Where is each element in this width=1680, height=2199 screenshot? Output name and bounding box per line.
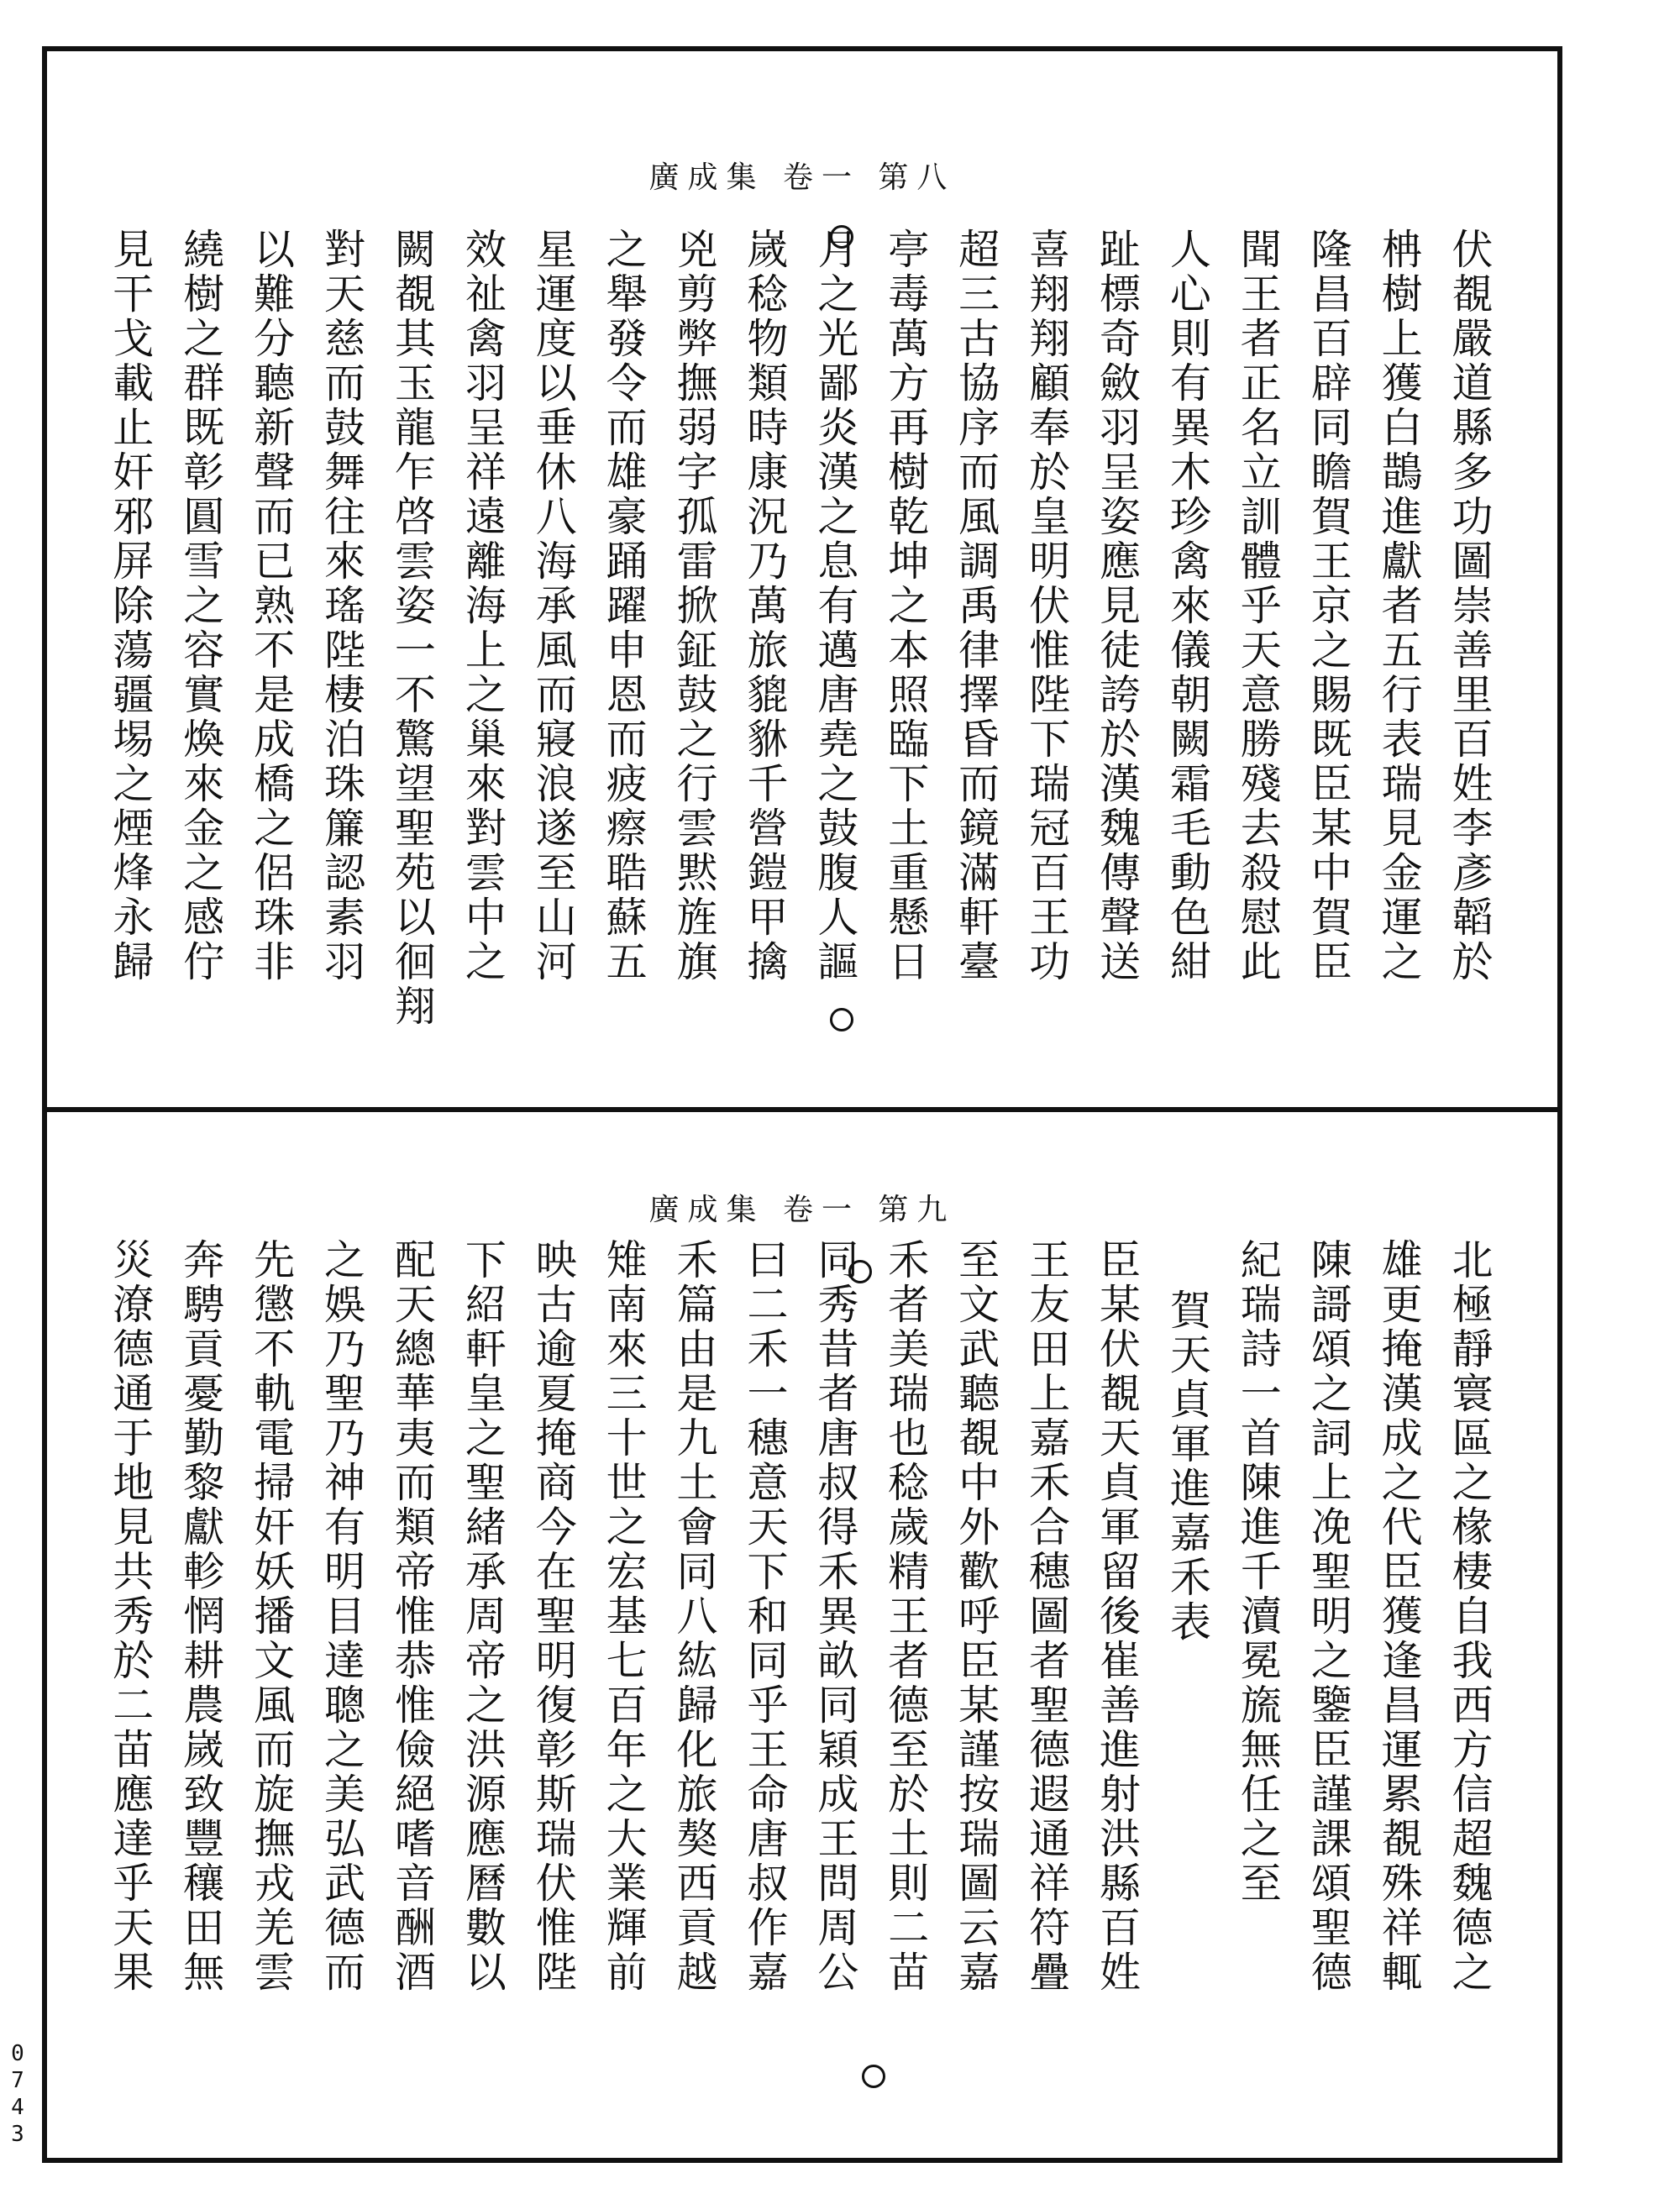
text-column: 先懲不軌電掃奸妖播文風而旋撫戎羌雲	[247, 1238, 296, 1995]
text-column: 繞樹之群既彰圓雪之容實煥來金之感佇	[176, 228, 225, 984]
text-column: 臣某伏覩天貞軍留後崔善進射洪縣百姓	[1093, 1238, 1142, 1995]
text-column: 災潦德通于地見共秀於二苗應達乎天果	[106, 1238, 155, 1995]
text-column: 星運度以垂休八海承風而寢浪遂至山河	[529, 228, 578, 984]
text-column: 禾篇由是九土會同八紘歸化旅獒西貢越	[670, 1238, 719, 1995]
text-column: 效祉禽羽呈祥遠離海上之巢來對雲中之	[459, 228, 507, 984]
text-column: 人心則有異木珍禽來儀朝闕霜毛動色紺	[1163, 228, 1212, 984]
punctuation-circle-mark	[830, 1008, 853, 1031]
text-column: 超三古協序而風調禹律擇昏而鏡滿軒臺	[952, 228, 1000, 984]
punctuation-circle-mark	[862, 2065, 885, 2088]
text-column: 伏覩嚴道縣多功圖崇善里百姓李彥韜於	[1446, 228, 1494, 984]
page-header: 廣成集 卷一 第八	[648, 160, 956, 195]
text-column: 下紹軒皇之聖緒承周帝之洪源應曆數以	[459, 1238, 507, 1995]
text-columns	[97, 228, 1507, 1068]
text-column: 之娛乃聖乃神有明目達聰之美弘武德而	[318, 1238, 366, 1995]
text-column: 至文武聽覩中外歡呼臣某謹按瑞圖云嘉	[952, 1238, 1000, 1995]
text-column: 趾標奇斂羽呈姿應見徒誇於漢魏傳聲送	[1093, 228, 1142, 984]
punctuation-circle-mark	[848, 1260, 872, 1283]
text-column: 隆昌百辟同瞻賀王京之賜既臣某中賀臣	[1305, 228, 1353, 984]
text-column: 柟樹上獲白鵲進獻者五行表瑞見金運之	[1375, 228, 1424, 984]
text-column: 亭毒萬方再樹乾坤之本照臨下土重懸日	[881, 228, 930, 984]
text-column: 聞王者正名立訓體乎天意勝殘去殺慰此	[1234, 228, 1283, 984]
top-page	[47, 51, 1557, 1107]
text-column: 雄更掩漢成之代臣獲逢昌運累覩殊祥輒	[1375, 1238, 1424, 1995]
text-columns	[97, 1238, 1507, 2086]
margin-page-number: 0743	[5, 2041, 30, 2149]
text-column: 同秀昔者唐叔得禾異畝同穎成王問周公	[811, 1238, 859, 1995]
text-column: 闕覩其玉龍乍啓雲姿一不驚望聖苑以徊翔	[388, 228, 437, 1029]
text-column: 月之光鄙炎漢之息有邁唐堯之鼓腹人謳	[811, 228, 859, 984]
text-column: 曰二禾一穗意天下和同乎王命唐叔作嘉	[740, 1238, 789, 1995]
text-column: 喜翔翔顧奉於皇明伏惟陛下瑞冠百王功	[1022, 228, 1071, 984]
text-column: 禾者美瑞也稔歲精王者德至於土則二苗	[881, 1238, 930, 1995]
page-header: 廣成集 卷一 第九	[648, 1193, 956, 1227]
text-column: 紀瑞詩一首陳進千瀆冕旒無任之至	[1234, 1238, 1283, 1906]
punctuation-circle-mark	[830, 225, 853, 249]
text-column: 陳謌頌之詞上凂聖明之鑒臣謹課頌聖德	[1305, 1238, 1353, 1995]
text-column: 王友田上嘉禾合穗圖者聖德遐通祥符疊	[1022, 1238, 1071, 1995]
text-column: 見干戈載止奸邪屏除蕩疆埸之煙烽永歸	[106, 228, 155, 984]
text-column: 嵗稔物類時康況乃萬旅貔貅千營鎧甲擒	[740, 228, 789, 984]
text-column: 之舉發令而雄豪踊躍申恩而疲瘵聕蘇五	[600, 228, 648, 984]
text-column: 北極靜寰區之椽棲自我西方信超魏德之	[1446, 1238, 1494, 1995]
text-column: 賀天貞軍進嘉禾表	[1163, 1288, 1212, 1645]
text-column: 兇剪弊撫弱字孤雷掀鉦鼓之行雲黙旌旗	[670, 228, 719, 984]
text-column: 映古逾夏掩商今在聖明復彰斯瑞伏惟陛	[529, 1238, 578, 1995]
bottom-page	[47, 1112, 1557, 2158]
text-column: 對天慈而鼓舞往來瑤陛棲泊珠簾認素羽	[318, 228, 366, 984]
text-column: 雉南來三十世之宏基七百年之大業輝前	[600, 1238, 648, 1995]
text-column: 奔騁貢憂勤黎獻軫惘耕農嵗致豐穰田無	[176, 1238, 225, 1995]
text-column: 以難分聽新聲而已熟不是成橋之侶珠非	[247, 228, 296, 984]
text-column: 配天總華夷而類帝惟恭惟儉絕嗜音酬酒	[388, 1238, 437, 1995]
